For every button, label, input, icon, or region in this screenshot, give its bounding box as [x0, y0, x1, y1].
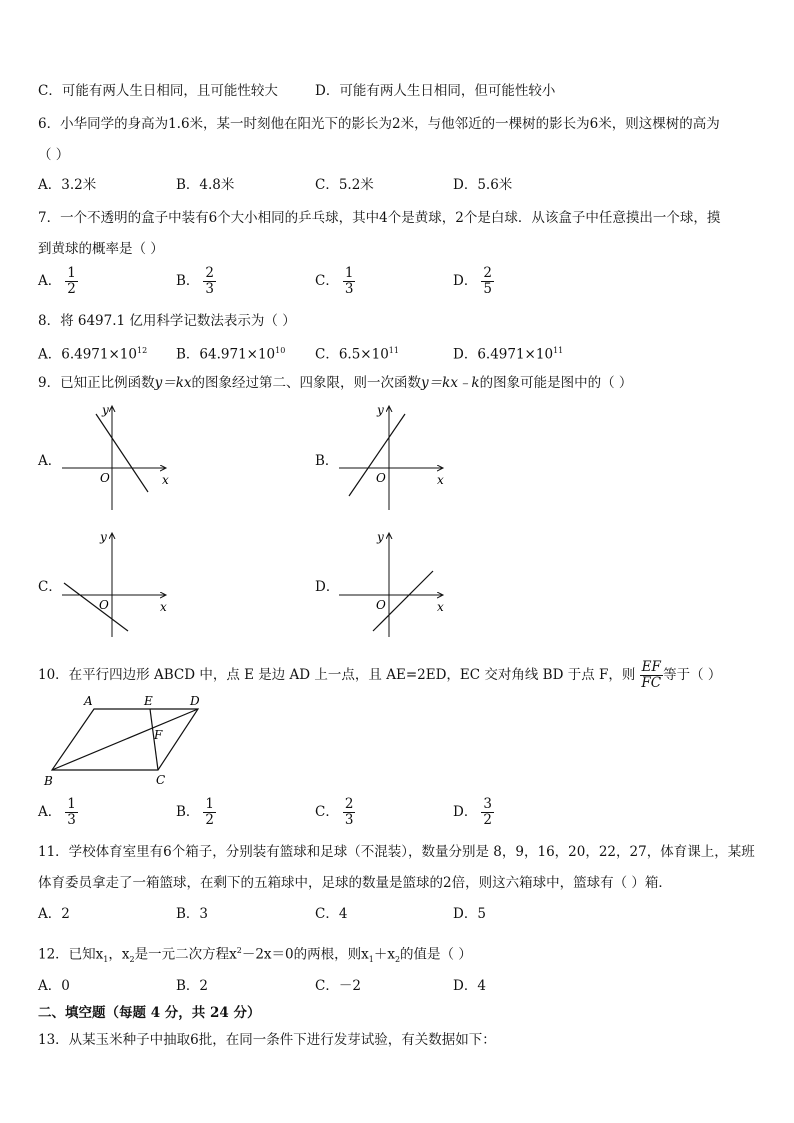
q8-option-d: D．$6.4971\times 10^{11}$	[453, 346, 564, 363]
q6-option-a: A．3.2米	[38, 177, 97, 193]
point-e-label: E	[144, 694, 153, 708]
q5-option-d: D．可能有两人生日相同，但可能性较小	[315, 83, 556, 99]
fraction: $\frac{1}{3}$	[344, 265, 354, 297]
origin-label: O	[376, 471, 386, 485]
q9-label-a: A．	[38, 453, 62, 469]
q9-graph-c	[58, 527, 178, 639]
q9-label-b: B．	[315, 453, 339, 469]
point-d-label: D	[190, 694, 200, 708]
q6-stem-line2: （ ）	[38, 147, 70, 163]
q5-option-c: C．可能有两人生日相同，且可能性较大	[38, 83, 278, 99]
q7-option-d: D． $\frac{2}{5}$	[453, 265, 492, 297]
q9-label-d: D．	[315, 579, 340, 595]
origin-label: O	[99, 598, 109, 612]
point-b-label: B	[44, 774, 53, 788]
fraction: $\frac{2}{3}$	[205, 265, 215, 297]
q6-option-c: C．5.2米	[315, 177, 374, 193]
y-label: y	[102, 403, 109, 417]
point-a-label: A	[84, 694, 93, 708]
q11-option-c: C．4	[315, 906, 348, 922]
q7-stem-line1: 7．一个不透明的盒子中装有6个大小相同的乒乓球，其中4个是黄球，2个是白球．从该盒子中任意摸出一个球，摸	[38, 210, 721, 226]
q10-stem: 10．在平行四边形 ABCD 中，点 E 是边 AD 上一点，且 AE=2ED，EC 交对角线 BD 于点 F，则 $\frac{EF}{FC}$ 等于（ ）	[38, 659, 722, 691]
x-label: x	[437, 473, 444, 487]
q12-option-d: D．4	[453, 978, 486, 994]
fraction: $\frac{1}{2}$	[67, 265, 76, 297]
q10-option-a: A． $\frac{1}{3}$	[38, 796, 76, 828]
q6-stem-line1: 6．小华同学的身高为1.6米，某一时刻他在阳光下的影长为2米，与他邻近的一棵树的影长为6米，则这棵树的高为	[38, 116, 720, 132]
q12-option-c: C．－2	[315, 978, 361, 994]
y-label: y	[100, 530, 107, 544]
q11-option-a: A．2	[38, 906, 70, 922]
point-c-label: C	[156, 773, 166, 787]
q7-option-b: B． $\frac{2}{3}$	[176, 265, 215, 297]
q8-option-a: A．$6.4971\times 10^{12}$	[38, 346, 148, 363]
q10-option-c: C． $\frac{2}{3}$	[315, 796, 354, 828]
q9-graph-d	[335, 527, 455, 639]
origin-label: O	[100, 471, 110, 485]
q11-stem-line2: 体育委员拿走了一箱篮球，在剩下的五箱球中，足球的数量是篮球的2倍，则这六箱球中，篮球有（ ）箱．	[38, 875, 672, 891]
function-line	[64, 583, 128, 631]
q9-label-c: C．	[38, 579, 62, 595]
x-label: x	[162, 473, 169, 487]
q7-option-c: C． $\frac{1}{3}$	[315, 265, 354, 297]
fraction: $\frac{2}{5}$	[483, 265, 492, 297]
x-label: x	[437, 600, 444, 614]
q6-option-b: B．4.8米	[176, 177, 235, 193]
diagonal-bd	[52, 709, 198, 770]
x-label: x	[160, 600, 167, 614]
q11-option-d: D．5	[453, 906, 486, 922]
q12-option-b: B．2	[176, 978, 209, 994]
point-f-label: F	[154, 728, 163, 742]
q10-option-d: D． $\frac{3}{2}$	[453, 796, 492, 828]
q8-option-c: C．$6.5\times 10^{11}$	[315, 346, 399, 363]
q8-option-b: B．$64.971\times 10^{10}$	[176, 346, 286, 363]
y-label: y	[377, 530, 384, 544]
q9-graph-a	[58, 400, 178, 512]
q12-stem: 12．已知$x_1$，$x_2$是一元二次方程$x^2-2x=0$的两根，则$x_1+x_2$的值是（ ）	[38, 946, 472, 965]
section-2-title: 二、填空题（每题 4 分，共 24 分）	[38, 1005, 261, 1021]
q12-option-a: A．0	[38, 978, 70, 994]
fraction-ef-fc: $\frac{EF}{FC}$	[641, 659, 662, 691]
q7-stem-line2: 到黄球的概率是（ ）	[38, 241, 164, 257]
q11-option-b: B．3	[176, 906, 209, 922]
q6-option-d: D．5.6米	[453, 177, 513, 193]
origin-label: O	[376, 598, 386, 612]
q9-graph-b	[335, 400, 455, 512]
y-label: y	[377, 403, 384, 417]
q10-parallelogram-diagram	[42, 692, 212, 788]
q10-option-b: B． $\frac{1}{2}$	[176, 796, 215, 828]
q11-stem-line1: 11．学校体育室里有6个箱子，分别装有篮球和足球（不混装），数量分别是 8，9，16，20，22，27，体育课上，某班	[38, 844, 755, 860]
q7-option-a: A． $\frac{1}{2}$	[38, 265, 76, 297]
q13-stem: 13．从某玉米种子中抽取6批，在同一条件下进行发芽试验，有关数据如下：	[38, 1032, 496, 1048]
q9-stem: 9．已知正比例函数y＝kx的图象经过第二、四象限，则一次函数y＝kx﹣k的图象可能是图中的（ ）	[38, 375, 633, 391]
q8-stem: 8．将 6497.1 亿用科学记数法表示为（ ）	[38, 313, 296, 329]
